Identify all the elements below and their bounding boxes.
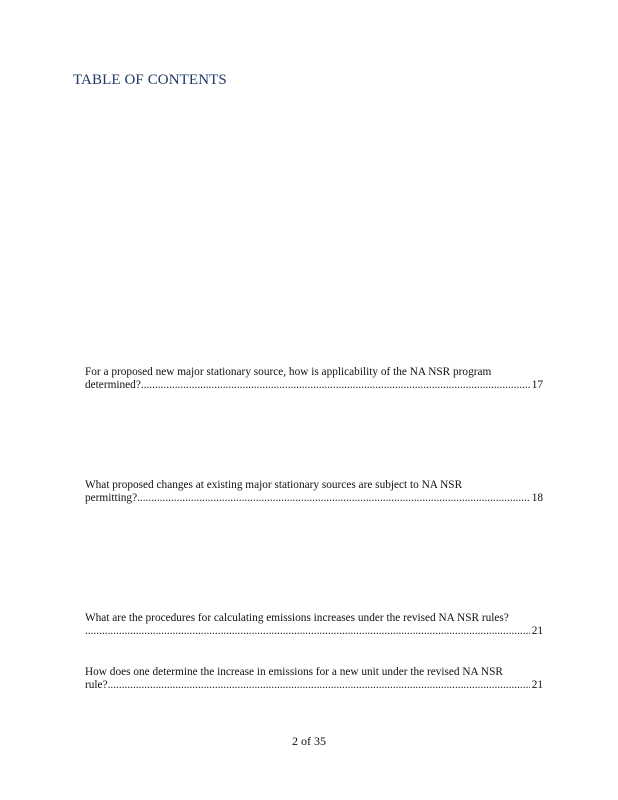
page-number: 2 of 35 (292, 734, 326, 748)
toc-entry-page: 18 (531, 492, 543, 504)
toc-entry-page: 21 (531, 625, 543, 637)
toc-entry-text: How does one determine the increase in emissions for a new unit under the revised NA NSR (85, 666, 503, 678)
toc-title: TABLE OF CONTENTS (73, 72, 227, 88)
toc-entry-text-cont: rule? (85, 679, 108, 691)
toc-entry-page: 21 (531, 679, 543, 691)
toc-entry-text: What are the procedures for calculating emissions increases under the revised NA NSR rules? (85, 612, 509, 624)
toc-entry-text: For a proposed new major stationary source, how is applicability of the NA NSR program (85, 366, 492, 378)
toc-entry-text: What proposed changes at existing major stationary sources are subject to NA NSR (85, 479, 463, 491)
toc-entry[interactable] (85, 366, 543, 394)
toc-entry[interactable] (85, 479, 543, 507)
toc-entry[interactable] (85, 666, 543, 694)
toc-entry-page: 17 (531, 379, 543, 391)
toc-entry-text-cont: permitting? (85, 492, 138, 504)
toc-entry-text-cont: determined? (85, 379, 141, 391)
toc-entry[interactable] (85, 612, 543, 640)
